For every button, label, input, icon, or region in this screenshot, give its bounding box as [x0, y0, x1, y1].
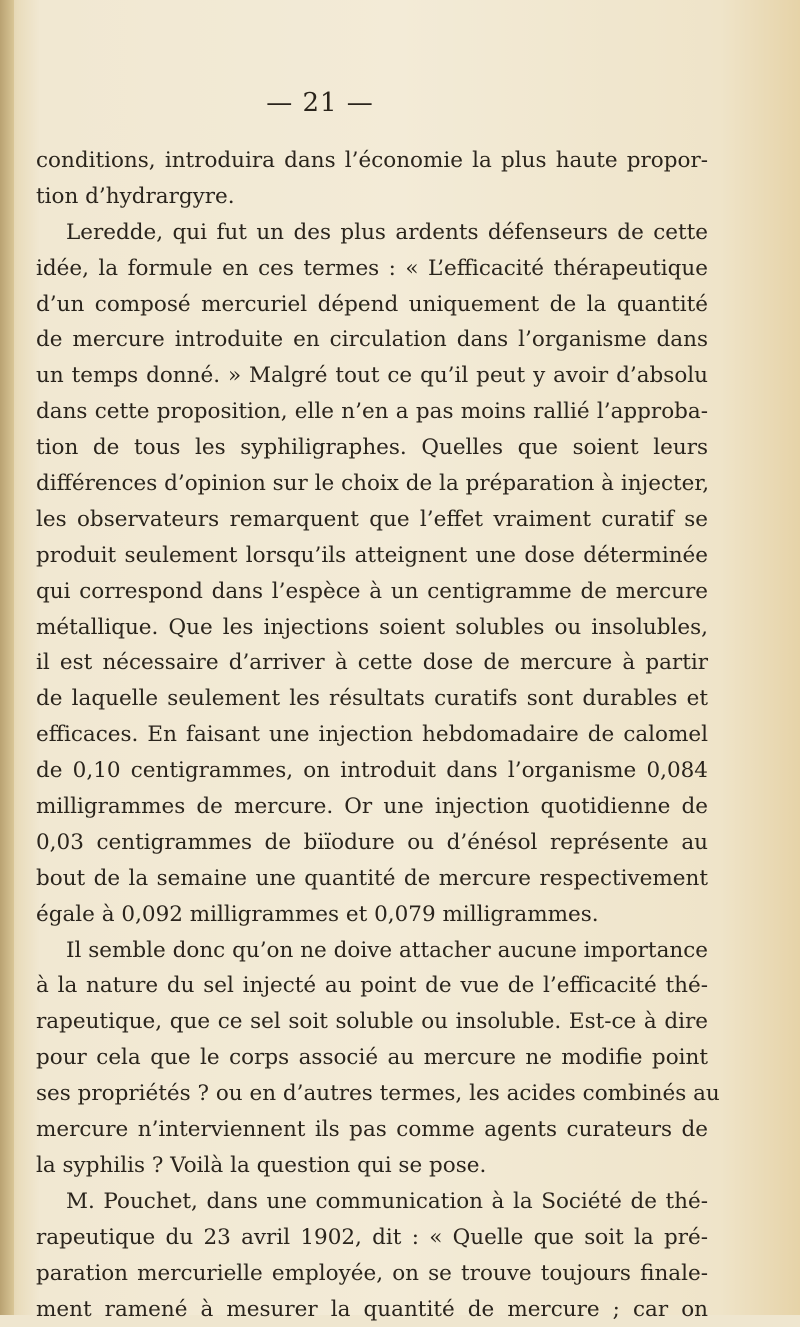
text-line: mercure n’interviennent ils pas comme agents curateurs de [36, 1112, 708, 1148]
text-line: la syphilis ? Voilà la question qui se pose. [36, 1148, 708, 1184]
body-text [36, 143, 708, 1327]
text-line: ses propriétés ? ou en d’autres termes, les acides combinés au [36, 1076, 708, 1112]
text-line: les observateurs remarquent que l’effet vraiment curatif se [36, 502, 708, 538]
text-line: il est nécessaire d’arriver à cette dose de mercure à partir [36, 645, 708, 681]
text-line: bout de la semaine une quantité de mercure respectivement [36, 861, 708, 897]
text-line: de mercure introduite en circulation dans l’organisme dans [36, 322, 708, 358]
text-line: paration mercurielle employée, on se trouve toujours finale- [36, 1256, 708, 1292]
text-line: 0,03 centigrammes de biïodure ou d’énésol représente au [36, 825, 708, 861]
text-line: efficaces. En faisant une injection hebdomadaire de calomel [36, 717, 708, 753]
text-line: d’un composé mercuriel dépend uniquement de la quantité [36, 287, 708, 323]
text-line: idée, la formule en ces termes : « L’efficacité thérapeutique [36, 251, 708, 287]
text-line: produit seulement lorsqu’ils atteignent une dose déterminée [36, 538, 708, 574]
text-line: de laquelle seulement les résultats curatifs sont durables et [36, 681, 708, 717]
text-line: métallique. Que les injections soient solubles ou insolubles, [36, 610, 708, 646]
text-line: un temps donné. » Malgré tout ce qu’il peut y avoir d’absolu [36, 358, 708, 394]
text-line: tion de tous les syphiligraphes. Quelles que soient leurs [36, 430, 708, 466]
text-line: conditions, introduira dans l’économie la plus haute propor- [36, 143, 708, 179]
text-line: qui correspond dans l’espèce à un centigramme de mercure [36, 574, 708, 610]
text-line: milligrammes de mercure. Or une injection quotidienne de [36, 789, 708, 825]
text-line: M. Pouchet, dans une communication à la Société de thé- [36, 1184, 708, 1220]
text-line: rapeutique, que ce sel soit soluble ou insoluble. Est-ce à dire [36, 1004, 708, 1040]
text-line: de 0,10 centigrammes, on introduit dans l’organisme 0,084 [36, 753, 708, 789]
text-line: égale à 0,092 milligrammes et 0,079 milligrammes. [36, 897, 708, 933]
text-line: ment ramené à mesurer la quantité de mercure ; car on [36, 1292, 708, 1327]
text-line: Il semble donc qu’on ne doive attacher aucune importance [36, 933, 708, 969]
page-number: — 21 — [0, 88, 640, 118]
text-line: Leredde, qui fut un des plus ardents défenseurs de cette [36, 215, 708, 251]
text-line: rapeutique du 23 avril 1902, dit : « Quelle que soit la pré- [36, 1220, 708, 1256]
text-line: pour cela que le corps associé au mercure ne modifie point [36, 1040, 708, 1076]
text-line: dans cette proposition, elle n’en a pas moins rallié l’approba- [36, 394, 708, 430]
page-spine-shadow [0, 0, 14, 1315]
text-line: tion d’hydrargyre. [36, 179, 708, 215]
text-line: différences d’opinion sur le choix de la préparation à injecter, [36, 466, 708, 502]
text-line: à la nature du sel injecté au point de vue de l’efficacité thé- [36, 968, 708, 1004]
